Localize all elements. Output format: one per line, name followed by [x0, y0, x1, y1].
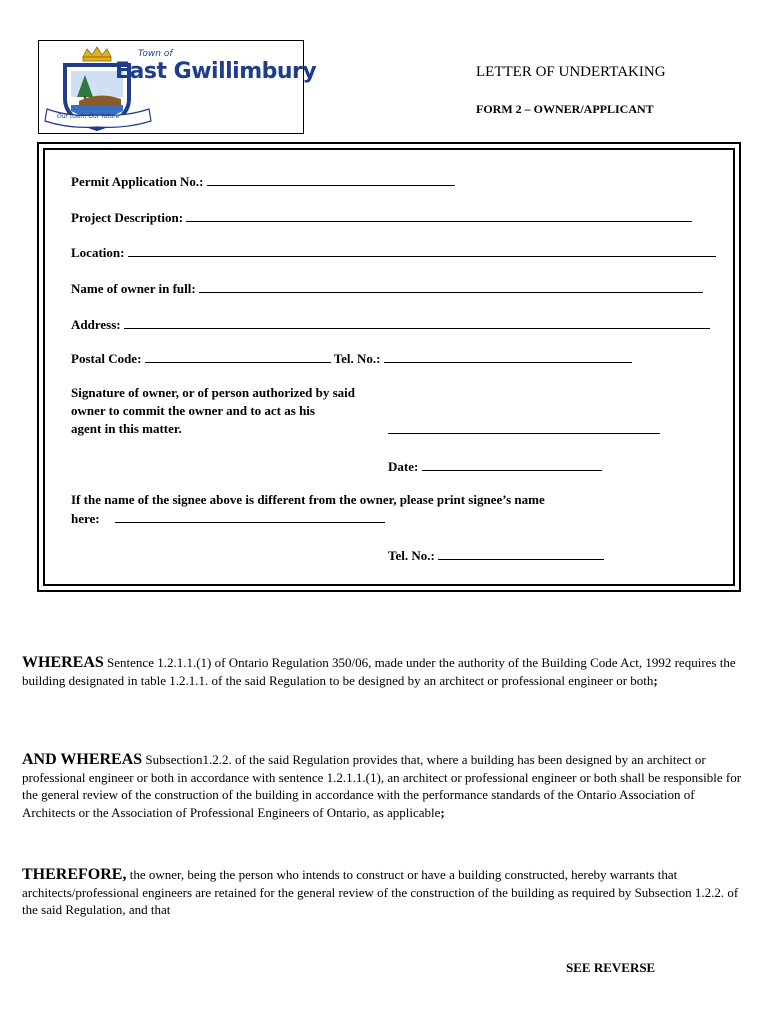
see-reverse-note: SEE REVERSE [566, 960, 656, 975]
permit-number-field[interactable] [207, 172, 455, 186]
date-label: Date: [388, 459, 419, 474]
signature-text-line-3: agent in this matter. [71, 421, 182, 436]
document-title: LETTER OF UNDERTAKING [476, 64, 666, 80]
postal-tel-row [71, 349, 632, 367]
project-description-label: Project Description: [71, 210, 184, 225]
owner-name-field[interactable] [199, 279, 703, 293]
tel-field[interactable] [384, 349, 632, 363]
permit-number-row [71, 172, 455, 190]
location-row [71, 243, 716, 261]
address-row [71, 315, 710, 333]
signature-text-line-2: owner to commit the owner and to act as his [71, 403, 315, 418]
whereas-lead: WHEREAS [22, 654, 104, 671]
whereas-end: ; [653, 672, 658, 688]
signee-tel-field[interactable] [438, 546, 604, 560]
address-field[interactable] [124, 315, 710, 329]
owner-name-row [71, 279, 703, 297]
address-label: Address: [71, 317, 121, 332]
postal-code-label: Postal Code: [71, 351, 142, 366]
logo-town-name: East Gwillimbury [115, 59, 317, 84]
signee-here-label: here: [71, 511, 100, 526]
signee-name-field[interactable] [115, 509, 385, 523]
tel-label: Tel. No.: [333, 351, 381, 366]
signature-row [388, 420, 660, 438]
and-whereas-lead: AND WHEREAS [22, 751, 143, 768]
signee-tel-row [388, 546, 604, 564]
signee-tel-label: Tel. No.: [388, 548, 435, 563]
permit-number-label: Permit Application No.: [71, 174, 204, 189]
location-field[interactable] [128, 243, 716, 257]
whereas-text: Sentence 1.2.1.1.(1) of Ontario Regulation 350/06, made under the authority of the Building Code Act, 1992 requires the building designated in table 1.2.1.1. of the said Regulation to be designed by an architect or professional engineer or both [22, 655, 736, 688]
therefore-text: the owner, being the person who intends to construct or have a building constructed, hereby warrants that architects/professional engineers are retained for the general review of the construction of the building as required by Subsection 1.2.2. of the said Regulation, and that [22, 867, 739, 917]
and-whereas-paragraph [22, 751, 742, 821]
signee-instructions [71, 491, 545, 528]
logo-town-prefix: Town of [138, 49, 173, 59]
date-field[interactable] [422, 457, 602, 471]
and-whereas-end: ; [440, 804, 445, 820]
signee-row [71, 509, 545, 528]
town-logo-box [38, 40, 317, 134]
document-form-number: FORM 2 – OWNER/APPLICANT [476, 102, 654, 116]
owner-name-label: Name of owner in full: [71, 281, 196, 296]
project-description-row [71, 208, 692, 226]
therefore-lead: THEREFORE, [22, 866, 127, 883]
whereas-paragraph [22, 654, 742, 689]
project-description-field[interactable] [186, 208, 692, 222]
logo-motto: Our town, Our future [57, 113, 120, 120]
signature-text-line-1: Signature of owner, or of person authorized by said [71, 385, 355, 400]
location-label: Location: [71, 245, 125, 260]
signature-instructions [71, 384, 355, 438]
signee-text-line-1: If the name of the signee above is different from the owner, please print signee’s name [71, 492, 545, 507]
postal-code-field[interactable] [145, 349, 331, 363]
date-row [388, 457, 602, 475]
signature-field[interactable] [388, 420, 660, 434]
and-whereas-text: Subsection1.2.2. of the said Regulation provides that, where a building has been designed by an architect or professional engineer or both in accordance with sentence 1.2.1.1.(1), an architect or professional engineer or both shall be responsible for the general review of the construction of the building in accordance with the performance standards of the Ontario Association of Architects or the Association of Professional Engineers of Ontario, as applicable [22, 752, 742, 820]
therefore-paragraph [22, 866, 742, 919]
